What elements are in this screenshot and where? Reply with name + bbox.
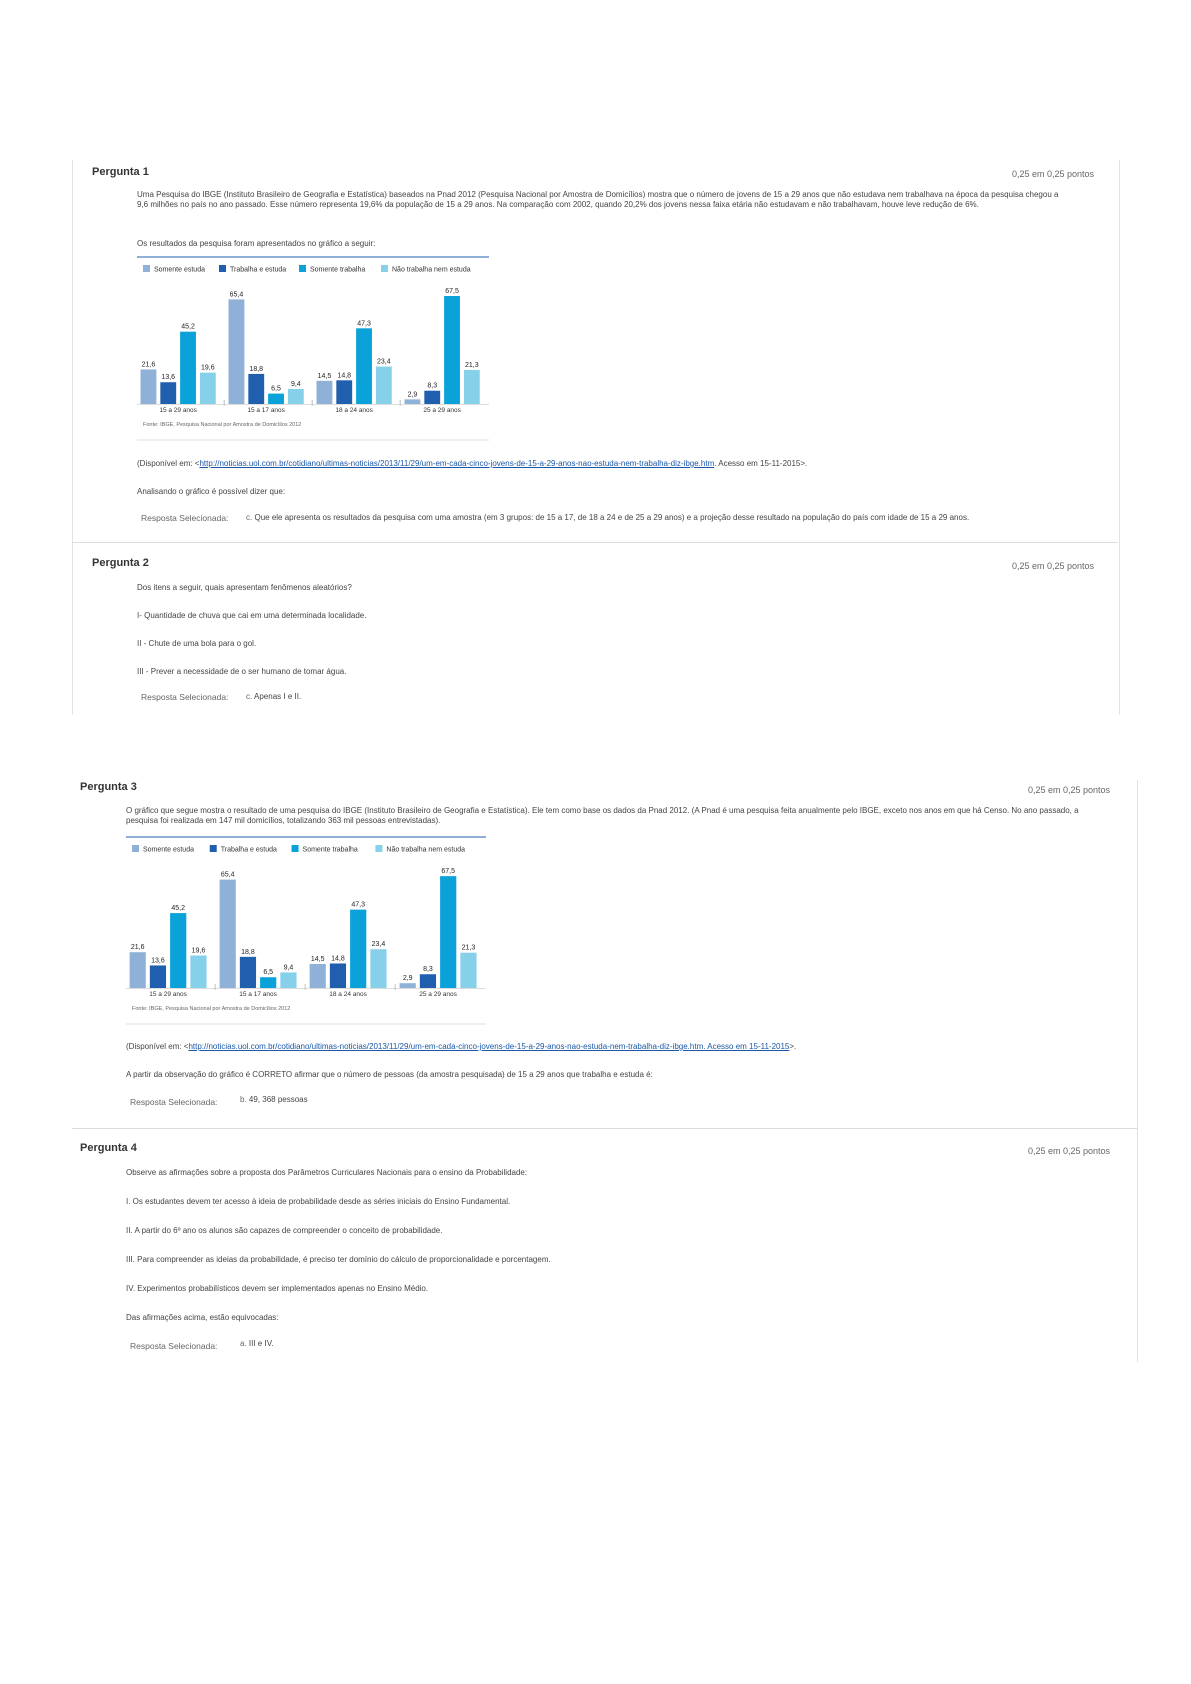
- legend-label: Trabalha e estuda: [220, 846, 277, 854]
- response-label: Resposta Selecionada:: [130, 1097, 218, 1107]
- data-label: 8,3: [427, 382, 438, 390]
- bar: [150, 965, 166, 988]
- data-label: 67,5: [445, 288, 459, 295]
- selected-answer: [246, 692, 301, 702]
- bar: [200, 373, 216, 404]
- question-text: Uma Pesquisa do IBGE (Instituto Brasileiro de Geografia e Estatística) baseados na Pnad 2012 (Pesquisa Nacional por Amostra de Domicílios) mostra que o número de jovens de 15 a 29 anos que não estudava nem trabalhava na época da pesquisa chegou a 9,6 milhões no país no ano passado. Esse número representa 19,6% da população de 15 a 29 anos. Na comparação com 2002, quando 20,2% dos jovens nessa faixa etária não estudavam e não trabalhavam, houve leve redução de 6%.: [137, 190, 1059, 209]
- source-suffix: >.: [789, 1042, 797, 1051]
- bar: [376, 367, 392, 404]
- question-score: 0,25 em 0,25 pontos: [1028, 785, 1111, 795]
- answer-text: 49, 368 pessoas: [248, 1095, 308, 1104]
- chart-container: [126, 836, 486, 1031]
- bar: [460, 953, 476, 988]
- answer-letter: c.: [246, 513, 253, 522]
- data-label: 2,9: [407, 391, 418, 399]
- category-label: 15 a 17 anos: [247, 407, 285, 414]
- question-score: 0,25 em 0,25 pontos: [1012, 561, 1095, 571]
- source-suffix: . Acesso em 15-11-2015>.: [714, 459, 808, 468]
- data-label: 13,6: [161, 374, 176, 382]
- item: I- Quantidade de chuva que cai em uma determinada localidade.: [137, 611, 367, 620]
- data-label: 9,4: [283, 964, 294, 972]
- data-label: 14,5: [310, 955, 325, 963]
- data-label: 21,6: [141, 361, 156, 369]
- data-label: 67,5: [441, 868, 456, 876]
- chart-source: Fonte: IBGE, Pesquisa Nacional por Amostra de Domicílios 2012: [132, 1006, 291, 1012]
- bar: [370, 949, 386, 988]
- data-label: 47,3: [357, 320, 371, 328]
- source-citation: [126, 1042, 796, 1052]
- chart-intro: Os resultados da pesquisa foram apresentados no gráfico a seguir:: [137, 239, 376, 248]
- item: I. Os estudantes devem ter acesso à ideia de probabilidade desde as séries iniciais do Ensino Fundamental.: [126, 1197, 511, 1206]
- legend-swatch: [299, 265, 306, 272]
- bar-chart: [137, 256, 489, 442]
- bar: [444, 296, 460, 404]
- data-label: 65,4: [220, 871, 235, 879]
- data-label: 47,3: [351, 901, 366, 909]
- data-label: 14,5: [317, 372, 332, 380]
- legend-label: Somente estuda: [143, 846, 194, 854]
- response-label: Resposta Selecionada:: [141, 513, 229, 523]
- bar-chart: [126, 836, 486, 1026]
- data-label: 45,2: [171, 905, 186, 913]
- legend-swatch: [292, 845, 299, 852]
- question-prompt: Observe as afirmações sobre a proposta dos Parâmetros Curriculares Nacionais para o ensino da Probabilidade:: [126, 1168, 528, 1177]
- question-prompt: Analisando o gráfico é possível dizer que:: [137, 487, 286, 496]
- data-label: 18,8: [241, 948, 255, 956]
- answer-letter: c.: [246, 692, 253, 701]
- category-label: 15 a 17 anos: [239, 991, 277, 998]
- bar: [130, 952, 146, 988]
- legend-swatch: [381, 265, 388, 272]
- data-label: 45,2: [181, 323, 195, 331]
- item: II. A partir do 6º ano os alunos são capazes de compreender o conceito de probabilidade.: [126, 1226, 443, 1235]
- category-label: 25 a 29 anos: [423, 407, 461, 414]
- data-label: 65,4: [229, 291, 244, 299]
- bar: [160, 382, 176, 404]
- legend-swatch: [375, 845, 382, 852]
- bar: [440, 876, 456, 988]
- data-label: 8,3: [423, 966, 433, 974]
- data-label: 23,4: [371, 941, 386, 949]
- answer-letter: a.: [240, 1339, 247, 1348]
- answer-letter: b.: [240, 1095, 247, 1104]
- bar: [317, 381, 333, 404]
- category-label: 18 a 24 anos: [329, 991, 367, 998]
- question-prompt: A partir da observação do gráfico é CORRETO afirmar que o número de pessoas (da amostra pesquisada) de 15 a 29 anos que trabalha e estuda é:: [126, 1070, 653, 1079]
- data-label: 19,6: [201, 364, 215, 372]
- data-label: 14,8: [337, 372, 352, 380]
- bar: [356, 328, 372, 404]
- bar: [350, 910, 366, 988]
- answer-text: Que ele apresenta os resultados da pesquisa com uma amostra (em 3 grupos: de 15 a 17, de 18 a 24 e de 25 a 29 anos) e a projeção desse resultado na população do país com idade de 15 a 29 anos.: [254, 513, 970, 522]
- category-label: 15 a 29 anos: [149, 991, 187, 998]
- bar: [288, 389, 304, 404]
- item: IV. Experimentos probabilísticos devem ser implementados apenas no Ensino Médio.: [126, 1284, 429, 1293]
- bar: [400, 983, 416, 988]
- chart-source: Fonte: IBGE, Pesquisa Nacional por Amostra de Domicílios 2012: [143, 422, 302, 428]
- answer-text: Apenas I e II.: [254, 692, 302, 701]
- bar: [280, 972, 296, 988]
- data-label: 14,8: [331, 955, 345, 963]
- bar: [141, 369, 157, 404]
- item: III. Para compreender as ideias da probabilidade, é preciso ter domínio do cálculo de proporcionalidade e porcentagem.: [126, 1255, 551, 1264]
- question-title: Pergunta 1: [92, 166, 149, 178]
- bar: [336, 380, 352, 404]
- chart-container: [137, 256, 489, 447]
- legend-label: Somente trabalha: [310, 266, 366, 274]
- data-label: 21,3: [461, 944, 476, 952]
- legend-swatch: [132, 845, 139, 852]
- question-title: Pergunta 2: [92, 557, 149, 569]
- selected-answer: [240, 1339, 274, 1349]
- bar: [229, 299, 245, 404]
- answer-text: III e IV.: [248, 1339, 274, 1348]
- bar: [260, 977, 276, 988]
- response-label: Resposta Selecionada:: [141, 692, 229, 702]
- data-label: 23,4: [377, 358, 391, 366]
- bar: [190, 956, 206, 988]
- question-score: 0,25 em 0,25 pontos: [1012, 169, 1095, 179]
- source-link[interactable]: http://noticias.uol.com.br/cotidiano/ultimas-noticias/2013/11/29/um-em-cada-cinco-jovens-de-15-a-29-anos-nao-estuda-nem-trabalha-diz-ibge.htm. Acesso em 15-11-2015: [188, 1042, 790, 1051]
- closing-text: Das afirmações acima, estão equivocadas:: [126, 1313, 279, 1322]
- bar: [180, 332, 196, 404]
- source-prefix: (Disponível em: <: [137, 459, 200, 468]
- data-label: 19,6: [191, 947, 206, 955]
- divider: [72, 1128, 1137, 1129]
- item: III - Prever a necessidade de o ser humano de tomar água.: [137, 667, 347, 676]
- legend-label: Não trabalha nem estuda: [392, 266, 471, 274]
- bar: [268, 394, 284, 404]
- category-label: 15 a 29 anos: [159, 407, 197, 414]
- question-text: O gráfico que segue mostra o resultado de uma pesquisa do IBGE (Instituto Brasileiro de Geografia e Estatística). Ele tem como base os dados da Pnad 2012. (A Pnad é uma pesquisa feita anualmente pelo IBGE, exceto nos anos em que há Censo. No ano passado, a pesquisa foi realizada em 147 mil domicílios, totalizando 363 mil pessoas entrevistadas).: [126, 806, 1079, 825]
- legend-label: Somente estuda: [154, 266, 205, 274]
- source-citation: [137, 459, 807, 469]
- response-label: Resposta Selecionada:: [130, 1341, 218, 1351]
- selected-answer: [246, 513, 969, 523]
- legend-swatch: [143, 265, 150, 272]
- data-label: 21,3: [465, 361, 479, 369]
- source-link[interactable]: http://noticias.uol.com.br/cotidiano/ultimas-noticias/2013/11/29/um-em-cada-cinco-jovens-de-15-a-29-anos-nao-estuda-nem-trabalha-diz-ibge.htm: [199, 459, 715, 468]
- bar: [310, 964, 326, 988]
- bar: [220, 880, 236, 988]
- bar: [405, 399, 421, 404]
- category-label: 25 a 29 anos: [419, 991, 457, 998]
- category-label: 18 a 24 anos: [335, 407, 373, 414]
- question-prompt: Dos itens a seguir, quais apresentam fenômenos aleatórios?: [137, 583, 352, 592]
- bar: [170, 913, 186, 988]
- data-label: 6,5: [271, 385, 281, 393]
- data-label: 6,5: [263, 969, 274, 977]
- legend-swatch: [219, 265, 226, 272]
- data-label: 13,6: [151, 957, 165, 965]
- source-prefix: (Disponível em: <: [126, 1042, 189, 1051]
- question-title: Pergunta 3: [80, 781, 137, 793]
- data-label: 18,8: [249, 365, 264, 373]
- question-title: Pergunta 4: [80, 1142, 137, 1154]
- data-label: 21,6: [130, 944, 145, 952]
- legend-label: Somente trabalha: [302, 846, 358, 854]
- bar: [424, 391, 440, 404]
- bar: [248, 374, 264, 404]
- bar: [330, 963, 346, 988]
- legend-label: Não trabalha nem estuda: [386, 846, 466, 854]
- data-label: 2,9: [402, 975, 413, 983]
- legend-label: Trabalha e estuda: [230, 266, 287, 274]
- bar: [420, 974, 436, 988]
- question-score: 0,25 em 0,25 pontos: [1028, 1146, 1111, 1156]
- item: II - Chute de uma bola para o gol.: [137, 639, 257, 648]
- legend-swatch: [210, 845, 217, 852]
- divider: [72, 542, 1118, 543]
- bar: [464, 370, 480, 404]
- selected-answer: [240, 1095, 308, 1105]
- bar: [240, 957, 256, 988]
- data-label: 9,4: [290, 380, 301, 388]
